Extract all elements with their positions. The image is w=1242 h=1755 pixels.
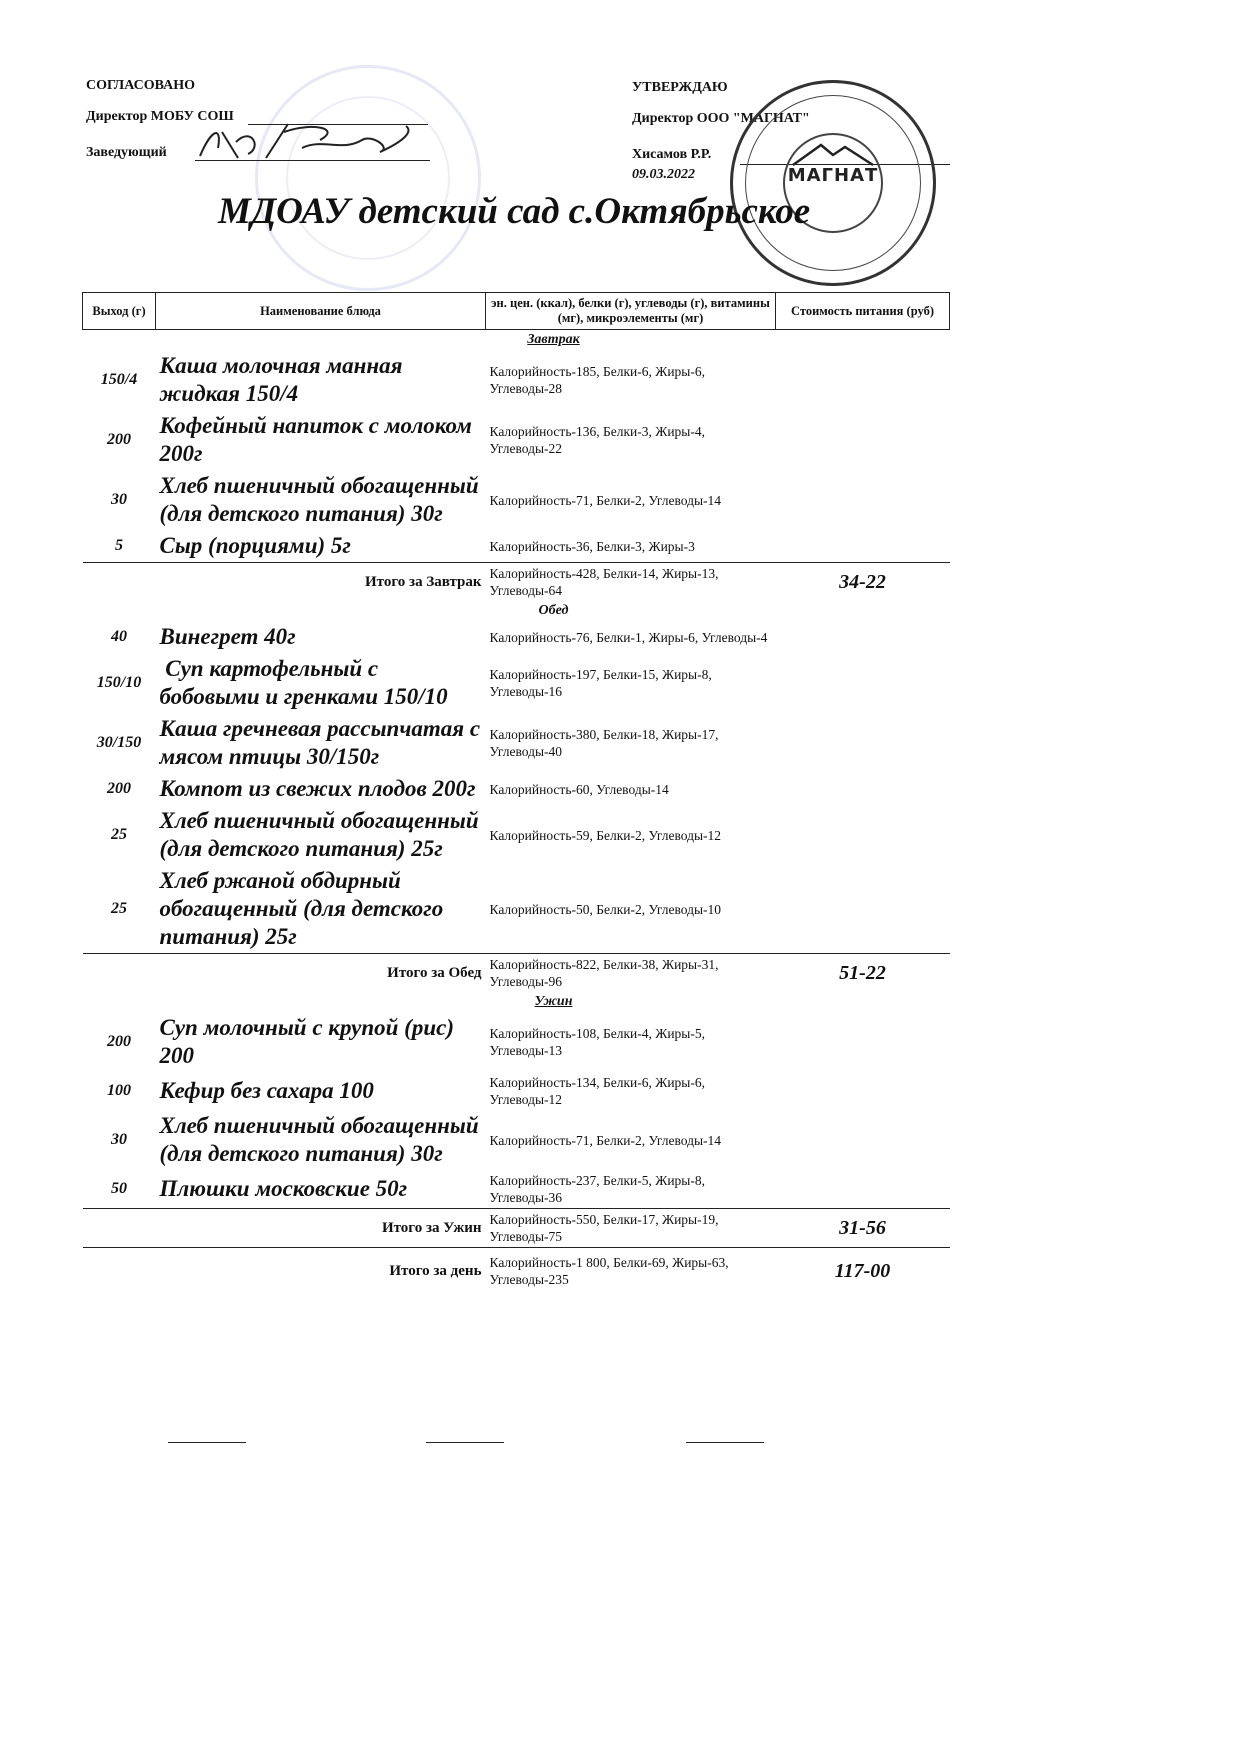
table-row [83,1110,950,1170]
item-nutrition: Калорийность-136, Белки-3, Жиры-4, Углеводы-22 [489,424,705,456]
agreed-label: СОГЛАСОВАНО [86,78,195,93]
item-dish: Сыр (порциями) 5г [159,533,351,558]
total-label: Итого за Завтрак [83,563,486,602]
approval-date: 09.03.2022 [632,167,695,182]
item-dish: Винегрет 40г [159,624,296,649]
stamp-logo-text: МАГНАТ [787,165,879,186]
item-output: 25 [111,826,127,843]
total-nutrition: Калорийность-550, Белки-17, Жиры-19, Углеводы-75 [486,1209,776,1248]
total-nutrition: Калорийность-428, Белки-14, Жиры-13, Углеводы-64 [486,563,776,602]
total-row-dinner [83,1209,950,1248]
item-nutrition: Калорийность-237, Белки-5, Жиры-8, Углеводы-36 [489,1173,705,1205]
table-row [83,653,950,713]
item-dish: Хлеб пшеничный обогащенный (для детского питания) 30г [159,473,479,526]
company-director-label: Директор ООО "МАГНАТ" [632,111,810,126]
mountain-logo-icon [791,141,875,167]
item-nutrition: Калорийность-134, Белки-6, Жиры-6, Углеводы-12 [489,1075,705,1107]
table-header-row [83,293,950,330]
item-nutrition: Калорийность-60, Углеводы-14 [489,781,669,797]
day-total-label: Итого за день [83,1248,486,1291]
table-row [83,350,950,410]
menu-table [82,292,950,1290]
section-title-dinner: Ужин [534,994,573,1009]
item-output: 200 [107,431,131,448]
item-dish: Суп картофельный с бобовыми и гренками 150/10 [159,656,448,709]
item-dish: Компот из свежих плодов 200г [159,776,476,801]
table-row [83,470,950,530]
page-title: МДОАУ детский сад с.Октябрьское [218,191,811,232]
item-nutrition: Калорийность-185, Белки-6, Жиры-6, Углеводы-28 [489,364,705,396]
table-row [83,410,950,470]
bottom-signature-line-3 [686,1442,764,1443]
item-output: 150/10 [96,674,142,691]
table-row [83,713,950,773]
company-stamp [730,80,936,286]
faint-school-stamp [255,65,481,291]
director-name: Хисамов Р.Р. [632,147,712,162]
total-nutrition: Калорийность-822, Белки-38, Жиры-31, Углеводы-96 [486,954,776,993]
total-row-breakfast [83,563,950,602]
item-output: 200 [107,780,131,797]
item-output: 5 [115,537,123,554]
table-row [83,1072,950,1110]
total-cost: 34-22 [776,563,950,602]
item-dish: Кофейный напиток с молоком 200г [159,413,472,466]
total-label: Итого за Обед [83,954,486,993]
header-nutrition: эн. цен. (ккал), белки (г), углеводы (г), витамины (мг), микроэлементы (мг) [486,293,776,330]
total-row-day [83,1248,950,1291]
item-nutrition: Калорийность-36, Белки-3, Жиры-3 [489,538,695,554]
manager-label: Заведующий [86,145,167,160]
item-dish: Каша гречневая рассыпчатая с мясом птицы 30/150г [159,716,481,769]
table-row [83,773,950,805]
item-output: 150/4 [100,371,138,388]
item-output: 30 [111,1131,127,1148]
item-dish: Хлеб пшеничный обогащенный (для детского питания) 25г [159,808,479,861]
item-dish: Хлеб ржаной обдирный обогащенный (для детского питания) 25г [159,868,444,949]
item-nutrition: Калорийность-108, Белки-4, Жиры-5, Углеводы-13 [489,1026,705,1058]
item-nutrition: Калорийность-71, Белки-2, Углеводы-14 [489,492,722,508]
table-row [83,621,950,653]
item-output: 200 [107,1033,131,1050]
total-cost: 31-56 [776,1209,950,1248]
item-dish: Каша молочная манная жидкая 150/4 [159,353,403,406]
item-output: 25 [111,900,127,917]
header-output: Выход (г) [83,293,156,330]
item-output: 100 [107,1082,131,1099]
table-row [83,805,950,865]
item-nutrition: Калорийность-76, Белки-1, Жиры-6, Углеводы-4 [489,629,768,645]
section-title-breakfast: Завтрак [527,332,580,347]
bottom-signature-line-1 [168,1442,246,1443]
total-row-lunch [83,954,950,993]
item-dish: Суп молочный с крупой (рис) 200 [159,1015,454,1068]
table-row [83,865,950,954]
item-nutrition: Калорийность-71, Белки-2, Углеводы-14 [489,1132,722,1148]
approve-label: УТВЕРЖДАЮ [632,80,728,95]
item-dish: Кефир без сахара 100 [159,1078,374,1103]
table-row [83,1012,950,1072]
item-output: 30/150 [96,734,142,751]
total-label: Итого за Ужин [83,1209,486,1248]
item-nutrition: Калорийность-59, Белки-2, Углеводы-12 [489,827,722,843]
item-nutrition: Калорийность-197, Белки-15, Жиры-8, Углеводы-16 [489,667,712,699]
item-output: 40 [111,628,127,645]
table-row [83,530,950,563]
item-output: 50 [111,1180,127,1197]
section-title-lunch: Обед [538,603,569,618]
handwritten-signature [192,118,432,164]
day-total-cost: 117-00 [776,1248,950,1291]
item-nutrition: Калорийность-50, Белки-2, Углеводы-10 [489,901,722,917]
item-dish: Плюшки московские 50г [159,1176,408,1201]
item-output: 30 [111,491,127,508]
header-cost: Стоимость питания (руб) [776,293,950,330]
item-dish: Хлеб пшеничный обогащенный (для детского питания) 30г [159,1113,479,1166]
bottom-signature-line-2 [426,1442,504,1443]
item-nutrition: Калорийность-380, Белки-18, Жиры-17, Углеводы-40 [489,727,719,759]
header-dish: Наименование блюда [156,293,486,330]
day-total-nutrition: Калорийность-1 800, Белки-69, Жиры-63, Углеводы-235 [486,1248,776,1291]
total-cost: 51-22 [776,954,950,993]
table-row [83,1170,950,1209]
school-director-label: Директор МОБУ СОШ [86,109,234,124]
